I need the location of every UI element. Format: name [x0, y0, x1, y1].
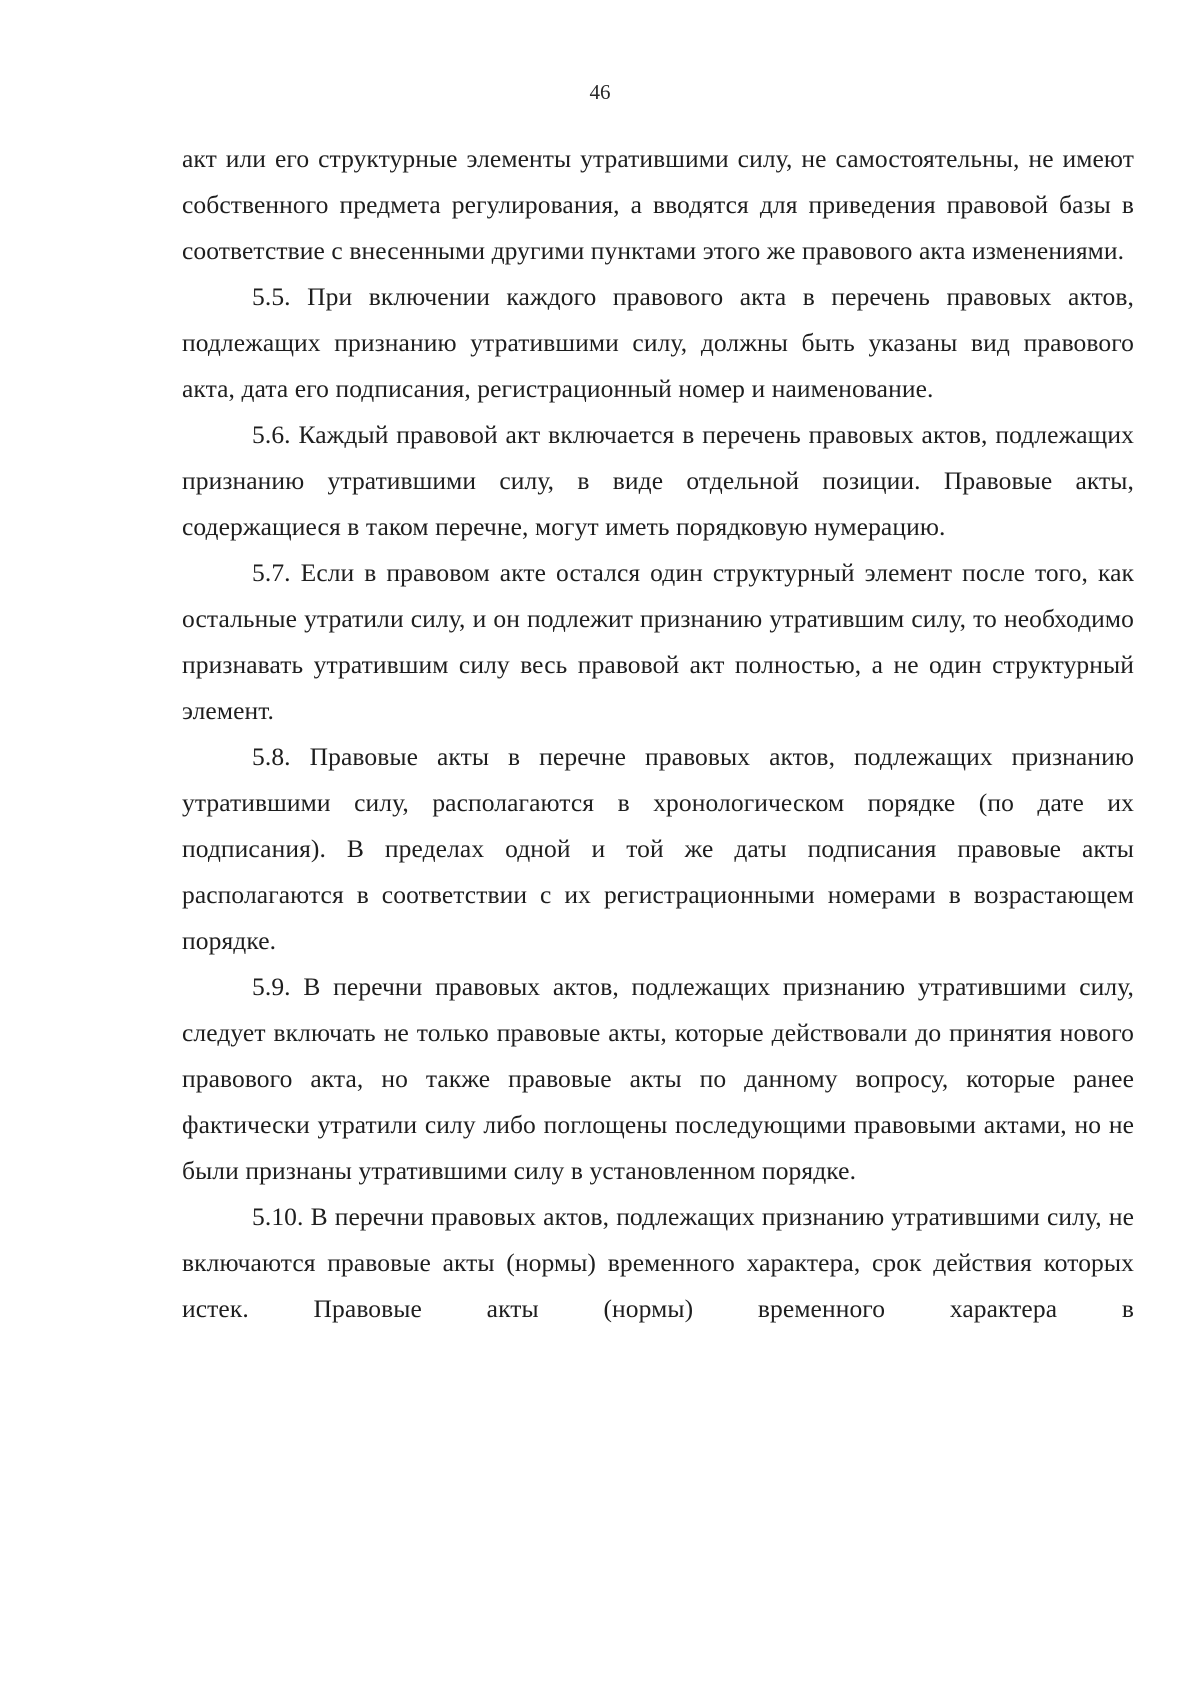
paragraph-5-5: 5.5. При включении каждого правового акта в перечень правовых актов, подлежащих признанию утратившими силу, должны быть указаны вид правового акта, дата его подписания, регистрационный номер и наименование. — [182, 282, 1134, 403]
document-body — [182, 136, 1134, 1332]
paragraph-5-8: 5.8. Правовые акты в перечне правовых актов, подлежащих признанию утратившими силу, располагаются в хронологическом порядке (по дате их подписания). В пределах одной и той же даты подписания правовые акты располагаются в соответствии с их регистрационными номерами в возрастающем порядке. — [182, 742, 1134, 955]
paragraph-continuation: акт или его структурные элементы утратившими силу, не самостоятельны, не имеют собственного предмета регулирования, а вводятся для приведения правовой базы в соответствие с внесенными другими пунктами этого же правового акта изменениями. — [182, 144, 1134, 265]
page-number: 46 — [589, 80, 611, 104]
paragraph-5-6: 5.6. Каждый правовой акт включается в перечень правовых актов, подлежащих признанию утратившими силу, в виде отдельной позиции. Правовые акты, содержащиеся в таком перечне, могут иметь порядковую нумерацию. — [182, 420, 1134, 541]
paragraph-5-10: 5.10. В перечни правовых актов, подлежащих признанию утратившими силу, не включаются правовые акты (нормы) временного характера, срок действия которых истек. Правовые акты (нормы) временного характера в — [182, 1202, 1134, 1323]
paragraph-5-9: 5.9. В перечни правовых актов, подлежащих признанию утратившими силу, следует включать не только правовые акты, которые действовали до принятия нового правового акта, но также правовые акты по данному вопросу, которые ранее фактически утратили силу либо поглощены последующими правовыми актами, но не были признаны утратившими силу в установленном порядке. — [182, 972, 1134, 1185]
paragraph-5-7: 5.7. Если в правовом акте остался один структурный элемент после того, как остальные утратили силу, и он подлежит признанию утратившим силу, то необходимо признавать утратившим силу весь правовой акт полностью, а не один структурный элемент. — [182, 558, 1134, 725]
